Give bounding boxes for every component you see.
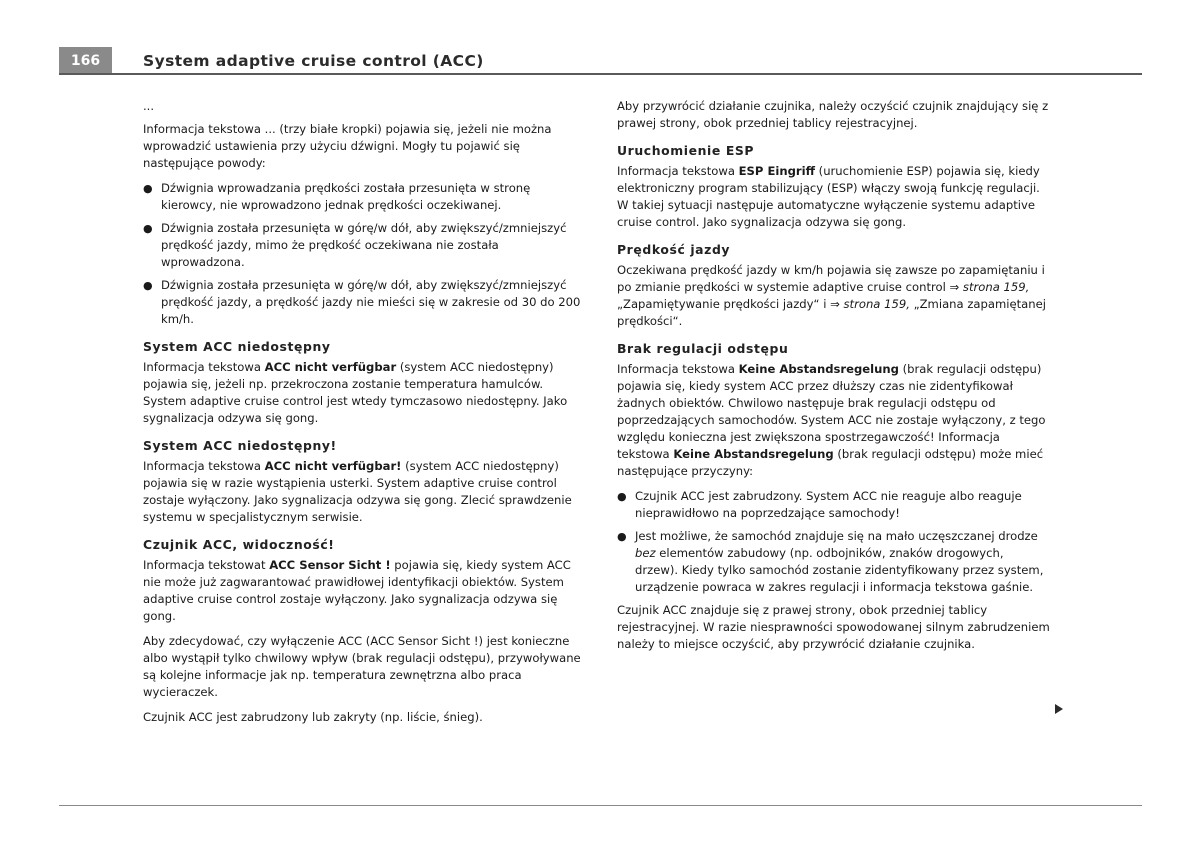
bullet-icon: ● xyxy=(617,530,627,543)
keyword: ESP Eingriff xyxy=(738,164,815,178)
intro-paragraph: Informacja tekstowa ... (trzy białe kropki) pojawia się, jeżeli nie można wprowadzić ustawienia przy użyciu dźwigni. Mogły tu pojawić się następujące powody: xyxy=(143,122,552,170)
page-title: System adaptive cruise control (ACC) xyxy=(143,52,484,70)
list-item-text: Czujnik ACC jest zabrudzony. System ACC nie reaguje albo reaguje nieprawidłowo na poprzedzające samochody! xyxy=(635,489,1022,520)
text-run: elementów zabudowy (np. odbojników, znaków drogowych, drzew). Kiedy tylko samochód zostanie zidentyfikowany przez system, urządzenie powraca w zakres regulacji i informacja tekstowa gaśnie. xyxy=(635,546,1044,594)
section-paragraph: Aby zdecydować, czy wyłączenie ACC (ACC Sensor Sicht !) jest konieczne albo wystąpił tylko chwilowy wpływ (brak regulacji odstępu), przywoływane są kolejne informacje jak np. temperatura zewnętrzna albo praca wycieraczek. xyxy=(143,634,581,699)
keyword: Keine Abstandsregelung xyxy=(673,447,834,461)
section-heading: Uruchomienie ESP xyxy=(617,143,755,158)
page-reference-link[interactable]: ⇒ strona 159, xyxy=(949,280,1030,294)
text-run: (uruchomienie ESP) pojawia się, kiedy elektroniczny program stabilizujący (ESP) włączy swoją funkcję regulacji. W takiej sytuacji następuje automatyczne wyłączenie systemu adaptive cruise control. Jako sygnalizacja odzywa się gong. xyxy=(617,164,1040,229)
section-heading: Prędkość jazdy xyxy=(617,242,731,257)
bullet-icon: ● xyxy=(143,222,153,235)
list-item xyxy=(617,488,1050,522)
bullet-icon: ● xyxy=(143,182,153,195)
section-heading: Czujnik ACC, widoczność! xyxy=(143,537,335,552)
list-item-text: Dźwignia została przesunięta w górę/w dół, aby zwiększyć/zmniejszyć prędkość jazdy, a prędkość jazdy nie mieści się w zakresie od 30 do 200 km/h. xyxy=(161,278,581,326)
emphasis: bez xyxy=(635,546,656,560)
text-run: Informacja tekstowat xyxy=(143,558,270,572)
text-run: „Zapamiętywanie prędkości jazdy“ i xyxy=(617,297,831,311)
text-run: (system ACC niedostępny) pojawia się w razie wystąpienia usterki. System adaptive cruise control zostaje wyłączony. Jako sygnalizacja odzywa się gong. Zlecić sprawdzenie systemu w specjalistycznym serwisie. xyxy=(143,459,572,524)
text-run: Oczekiwana prędkość jazdy w km/h pojawia się zawsze po zapamiętaniu i po zmianie prędkości w systemie adaptive cruise control xyxy=(617,263,1045,294)
keyword: Keine Abstandsregelung xyxy=(738,362,899,376)
list-item-text xyxy=(635,528,1050,596)
section-paragraph: Czujnik ACC znajduje się z prawej strony, obok przedniej tablicy rejestracyjnej. W razie niesprawności spowodowanej silnym zabrudzeniem należy to miejsce oczyścić, aby przywrócić działanie czujnika. xyxy=(617,603,1050,651)
text-run: (brak regulacji odstępu) może mieć następujące przyczyny: xyxy=(617,447,1044,478)
text-run: Informacja tekstowa xyxy=(143,360,265,374)
section-paragraph xyxy=(617,163,1050,231)
list-item-text: Dźwignia została przesunięta w górę/w dół, aby zwiększyć/zmniejszyć prędkość jazdy, mimo że prędkość oczekiwana nie została wprowadzona. xyxy=(161,221,567,269)
section-heading: System ACC niedostępny xyxy=(143,339,331,354)
text-run: Informacja tekstowa xyxy=(617,164,739,178)
page-reference-link[interactable]: ⇒ strona 159, xyxy=(830,297,910,311)
right-column xyxy=(617,98,1050,661)
text-run: pojawia się, kiedy system ACC nie może już zagwarantować prawidłowej identyfikacji obiektów. System adaptive cruise control zostaje wyłączony. Jako sygnalizacja odzywa się gong. xyxy=(143,558,571,623)
list-item xyxy=(143,180,581,214)
intro-paragraph: Aby przywrócić działanie czujnika, należy oczyścić czujnik znajdujący się z prawej strony, obok przedniej tablicy rejestracyjnej. xyxy=(617,99,1049,130)
list-item xyxy=(143,220,581,271)
keyword: ACC Sensor Sicht ! xyxy=(269,558,391,572)
section-paragraph xyxy=(143,359,581,427)
section-paragraph xyxy=(617,361,1050,480)
list-item-text: Dźwignia wprowadzania prędkości została przesunięta w stronę kierowcy, nie wprowadzono jednak prędkości oczekiwanej. xyxy=(161,181,531,212)
section-paragraph xyxy=(143,458,581,526)
text-run: Informacja tekstowa xyxy=(143,459,265,473)
list-item xyxy=(143,277,581,328)
header-divider xyxy=(59,73,1142,75)
list-item xyxy=(617,528,1050,596)
keyword: ACC nicht verfügbar xyxy=(264,360,397,374)
continue-arrow-icon xyxy=(1055,704,1063,714)
section-paragraph xyxy=(143,557,581,625)
section-heading: System ACC niedostępny! xyxy=(143,438,337,453)
bullet-icon: ● xyxy=(143,279,153,292)
page-number: 166 xyxy=(59,47,112,74)
text-run: Informacja tekstowa xyxy=(617,362,739,376)
bullet-icon: ● xyxy=(617,490,627,503)
ellipsis-marker: ... xyxy=(143,99,155,113)
section-paragraph: Czujnik ACC jest zabrudzony lub zakryty (np. liście, śnieg). xyxy=(143,710,483,724)
text-run: Jest możliwe, że samochód znajduje się na mało uczęszczanej drodze xyxy=(635,529,1038,543)
footer-divider xyxy=(59,805,1142,806)
text-run: „Zmiana zapamiętanej prędkości“. xyxy=(617,297,1046,328)
left-column xyxy=(143,98,581,734)
text-run: (system ACC niedostępny) pojawia się, jeżeli np. przekroczona zostanie temperatura hamulców. System adaptive cruise control jest wtedy tymczasowo niedostępny. Jako sygnalizacja odzywa się gong. xyxy=(143,360,568,425)
section-paragraph xyxy=(617,262,1050,330)
keyword: ACC nicht verfügbar! xyxy=(264,459,402,473)
section-heading: Brak regulacji odstępu xyxy=(617,341,789,356)
text-run: (brak regulacji odstępu) pojawia się, kiedy system ACC przez dłuższy czas nie zidentyfikował żadnych obiektów. Chwilowo następuje brak regulacji odstępu od poprzedzających samochodów. System ACC nie zostaje wyłączony, z tego względu konieczna jest zwiększona spostrzegawczość! Informacja tekstowa xyxy=(617,362,1046,461)
